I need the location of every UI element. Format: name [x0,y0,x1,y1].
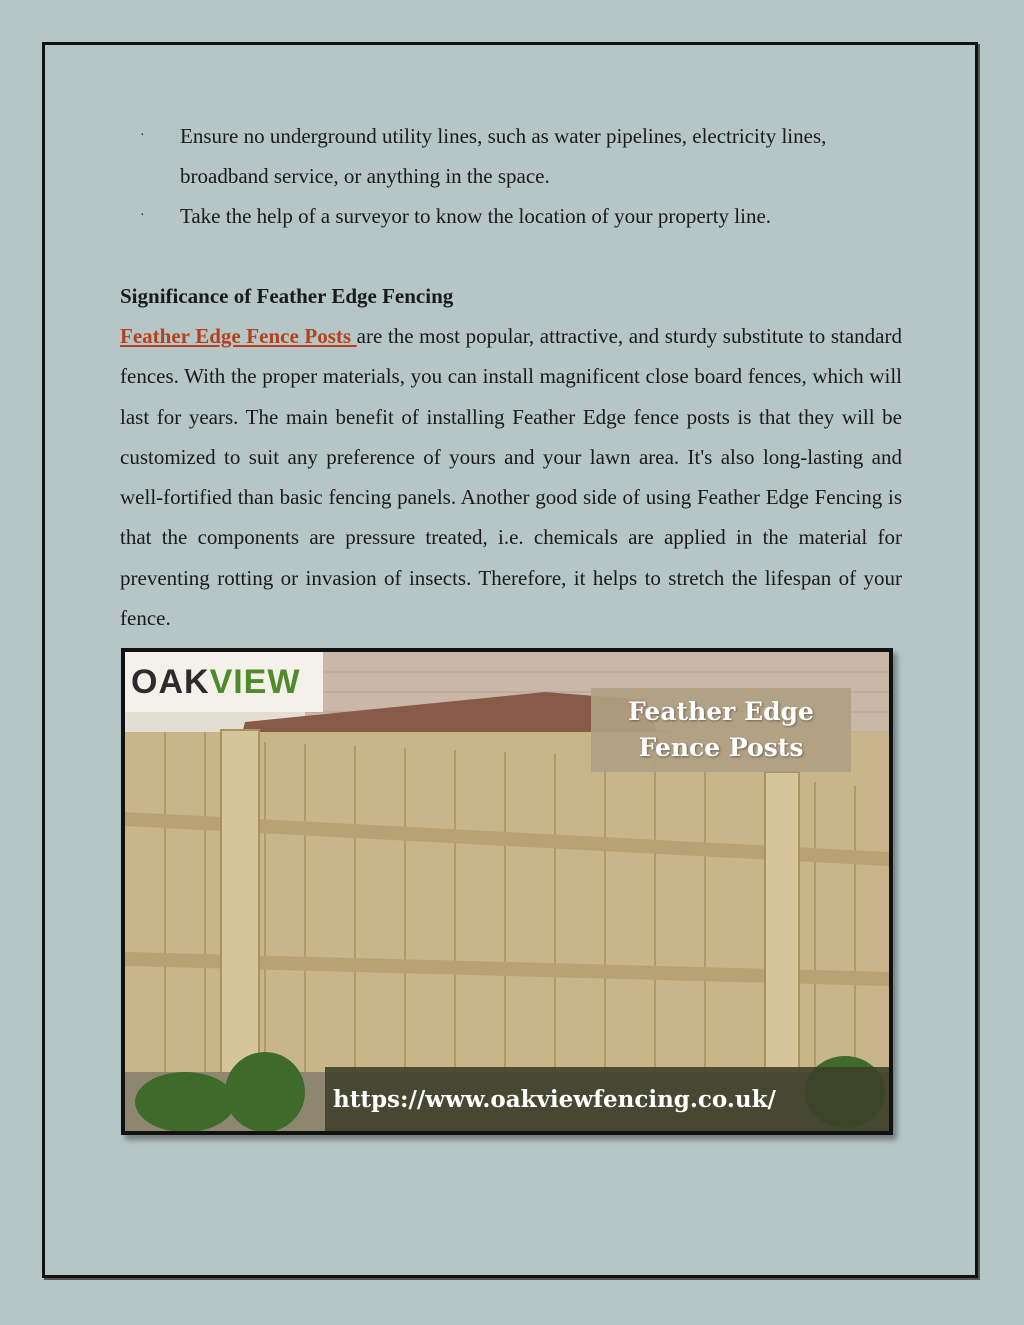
logo-text-view: VIEW [209,662,301,701]
list-item [120,196,902,236]
paragraph-text: are the most popular, attractive, and sturdy substitute to standard fences. With the proper materials, you can install magnificent close board fences, which will last for years. The main benefit of installing Feather Edge fence posts is that they will be customized to suit any preference of yours and your lawn area. It's also long-lasting and well-fortified than basic fencing panels. Another good side of using Feather Edge Fencing is that the components are pressure treated, i.e. chemicals are applied in the material for preventing rotting or invasion of insects. Therefore, it helps to stretch the lifespan of your fence. [120,324,902,631]
bullet-marker: · [140,208,145,223]
product-badge [591,688,851,772]
logo-text-oak: OAK [131,662,210,701]
bullet-text: Ensure no underground utility lines, such as water pipelines, electricity lines, broadband service, or anything in the space. [180,124,827,188]
section-heading: Significance of Feather Edge Fencing [120,284,454,308]
bullet-text: Take the help of a surveyor to know the location of your property line. [180,204,772,228]
bullet-marker: · [140,128,145,143]
website-url: https://www.oakviewfencing.co.uk/ [325,1067,893,1131]
oakview-logo [125,652,323,712]
fence-photo [121,648,893,1135]
body-paragraph [120,316,902,638]
badge-line1: Feather Edge [628,697,814,726]
bullet-list [120,116,902,236]
badge-line2: Fence Posts [638,733,804,762]
list-item [120,116,902,196]
feather-edge-link[interactable]: Feather Edge Fence Posts [120,324,357,348]
